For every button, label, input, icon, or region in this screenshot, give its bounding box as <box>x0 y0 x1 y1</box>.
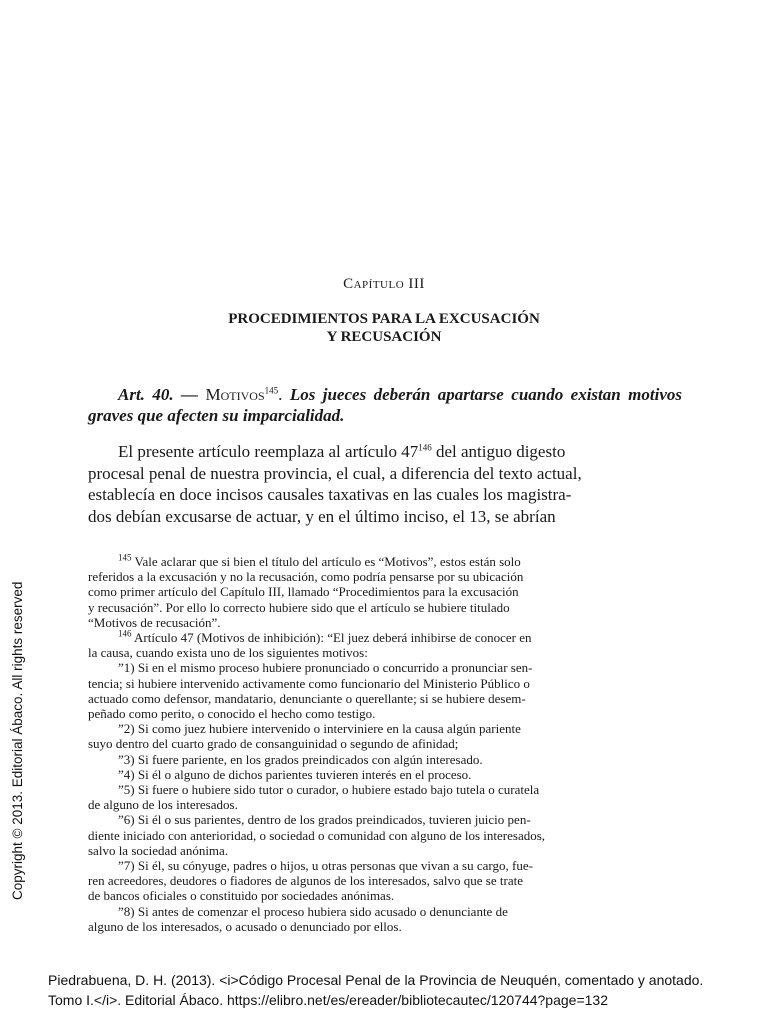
body-line-text: del antiguo digesto <box>431 442 566 461</box>
article-40 <box>88 384 682 426</box>
footnote-line: tencia; si hubiere intervenido activamente como funcionario del Ministerio Público o <box>88 675 530 691</box>
footnote-number: 145 <box>118 552 132 563</box>
chapter-title-line2: Y RECUSACIÓN <box>326 329 442 345</box>
footnote-line: referidos a la excusación y no la recusación, como podría pensarse por su ubicación <box>88 569 524 585</box>
body-line <box>88 441 682 463</box>
footnote-line <box>88 630 682 645</box>
footnote-line: ”1) Si en el mismo proceso hubiere pronunciado o concurrido a pronunciar sen- <box>118 660 533 676</box>
footnote-line: actuado como defensor, mandatario, denunciante o querellante; si se hubiere desem- <box>88 690 526 706</box>
footnote-line: ”8) Si antes de comenzar el proceso hubiera sido acusado o denunciante de <box>118 903 508 919</box>
footnotes <box>88 554 682 934</box>
article-number: Art. 40. — <box>118 385 199 404</box>
footnote-line-text: Artículo 47 (Motivos de inhibición): “El juez deberá inhibirse de conocer en <box>131 630 532 646</box>
footnote-line: ”7) Si él, su cónyuge, padres o hijos, u otras personas que vivan a su cargo, fue- <box>118 858 533 874</box>
copyright-notice: Copyright © 2013. Editorial Ábaco. All rights reserved <box>10 581 25 900</box>
footnote-line <box>88 554 682 569</box>
footnote-line: alguno de los interesados, o acusado o denunciado por ellos. <box>88 918 402 934</box>
chapter-title-line1: PROCEDIMIENTOS PARA LA EXCUSACIÓN <box>228 311 540 327</box>
footnote-145 <box>88 554 682 630</box>
footnote-line: ”4) Si él o alguno de dichos parientes tuvieren interés en el proceso. <box>118 766 472 782</box>
body-line: procesal penal de nuestra provincia, el cual, a diferencia del texto actual, <box>88 463 582 483</box>
footnote-line: la causa, cuando exista uno de los siguientes motivos: <box>88 645 368 661</box>
citation <box>48 970 763 1010</box>
article-motive: Motivos <box>205 385 265 404</box>
body-paragraph <box>88 441 682 527</box>
footnote-146 <box>88 630 682 934</box>
footnote-ref-145[interactable]: 145 <box>264 385 279 396</box>
citation-line1: Piedrabuena, D. H. (2013). <i>Código Procesal Penal de la Provincia de Neuquén, comentado y anotado. <box>48 972 704 988</box>
footnote-line: de bancos oficiales o constituido por sociedades anónimas. <box>88 888 395 904</box>
footnote-ref-146[interactable]: 146 <box>418 442 432 453</box>
footnote-line: ren acreedores, deudores o fiadores de algunos de los interesados, salvo que se trate <box>88 873 523 889</box>
citation-line2[interactable]: Tomo I.</i>. Editorial Ábaco. https://elibro.net/es/ereader/bibliotecautec/120744?page=132 <box>48 992 608 1008</box>
footnote-line: ”5) Si fuere o hubiere sido tutor o curador, o hubiere estado bajo tutela o curatela <box>118 782 540 798</box>
footnote-line: salvo la sociedad anónima. <box>88 842 229 858</box>
footnote-line: ”2) Si como juez hubiere intervenido o interviniere en la causa algún pariente <box>118 721 521 737</box>
footnote-number: 146 <box>118 628 132 639</box>
article-motive-punct: . <box>278 385 283 404</box>
footnote-line: de alguno de los interesados. <box>88 797 238 813</box>
footnote-line-text: Vale aclarar que si bien el título del artículo es “Motivos”, estos están solo <box>131 554 521 569</box>
footnote-line: “Motivos de recusación”. <box>88 614 221 630</box>
footnote-line: suyo dentro del cuarto grado de consanguinidad o segundo de afinidad; <box>88 736 459 752</box>
footnote-line: como primer artículo del Capítulo III, llamado “Procedimientos para la excusación <box>88 584 519 600</box>
chapter-label: Capítulo III <box>343 276 425 292</box>
body-line: establecía en doce incisos causales taxativas en las cuales los magistra- <box>88 485 572 504</box>
footnote-line: ”6) Si él o sus parientes, dentro de los grados preindicados, tuvieren juicio pen- <box>118 812 531 828</box>
footnote-line: ”3) Si fuere pariente, en los grados preindicados con algún interesado. <box>118 751 483 767</box>
footnote-line: y recusación”. Por ello lo correcto hubiere sido que el artículo se hubiere titulado <box>88 599 510 615</box>
footnote-line: diente iniciado con anterioridad, o sociedad o comunidad con alguno de los interesados, <box>88 827 546 843</box>
chapter-title <box>0 310 768 346</box>
body-line-text: El presente artículo reemplaza al artículo 47 <box>118 442 419 461</box>
footnote-line: peñado como perito, o conocido el hecho como testigo. <box>88 706 376 722</box>
body-line: dos debían excusarse de actuar, y en el último inciso, el 13, se abrían <box>88 506 556 526</box>
article-text: Los jueces deberán apartarse cuando existan motivos graves que afecten su imparcialidad. <box>88 385 682 425</box>
